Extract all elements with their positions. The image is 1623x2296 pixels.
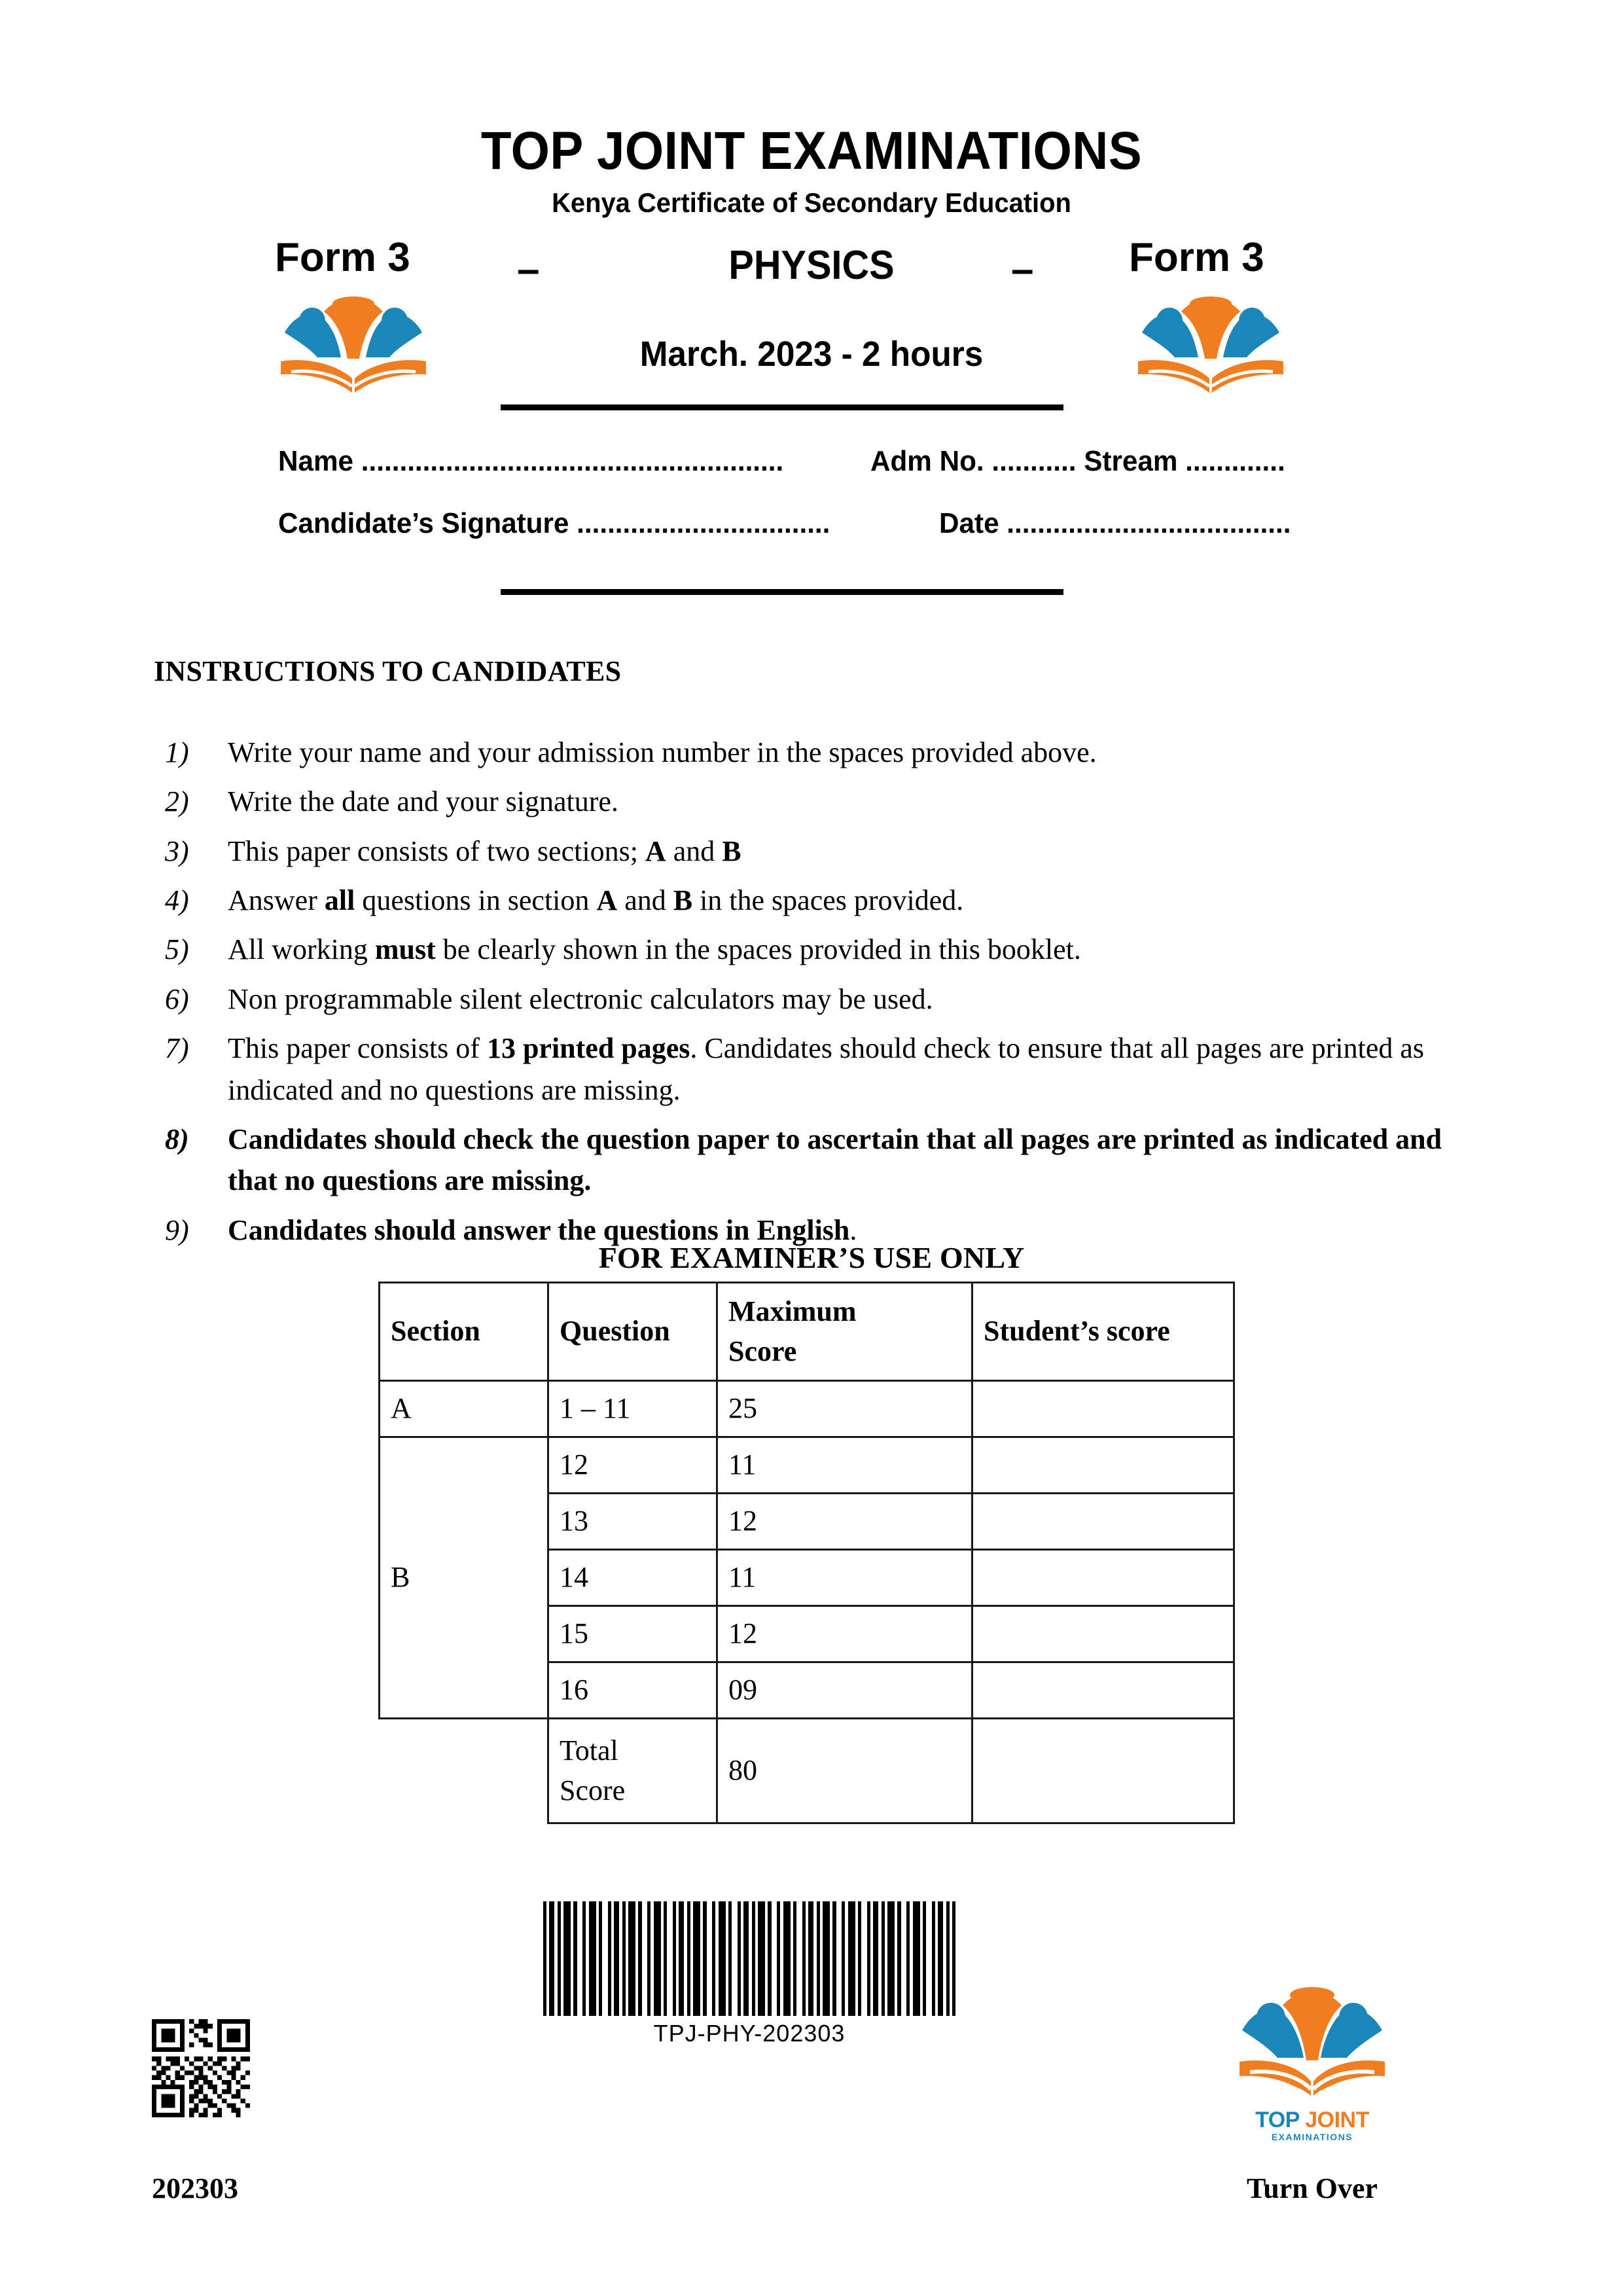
table-row-total	[380, 1719, 1234, 1823]
paper-date-duration: March. 2023 - 2 hours	[639, 334, 984, 374]
instruction-number: 3)	[165, 834, 189, 867]
barcode-image	[543, 1901, 955, 2016]
cell-total-student-score[interactable]	[972, 1719, 1234, 1823]
table-row	[380, 1381, 1234, 1437]
table-header-row	[380, 1283, 1234, 1381]
cell-question: 13	[548, 1494, 717, 1550]
cell-question: 15	[548, 1606, 717, 1662]
instruction-text: Candidates should answer the questions in English.	[228, 1213, 857, 1246]
subject-title: PHYSICS	[728, 243, 895, 288]
title-row	[0, 223, 1623, 419]
top-joint-logo-icon-right	[1135, 280, 1286, 395]
qr-code-block	[152, 2019, 250, 2117]
instruction-text: Write the date and your signature.	[228, 785, 618, 818]
dash-right: –	[1011, 247, 1034, 292]
cell-student-score[interactable]	[972, 1437, 1234, 1494]
cell-student-score[interactable]	[972, 1606, 1234, 1662]
instruction-text: Answer all questions in section A and B in the spaces provided.	[228, 884, 964, 917]
qr-code-icon	[152, 2019, 250, 2117]
exam-title: TOP JOINT EXAMINATIONS	[480, 121, 1143, 181]
cell-student-score[interactable]	[972, 1662, 1234, 1719]
col-header-maximum-score	[717, 1283, 972, 1381]
top-joint-logo-icon-footer	[1237, 1957, 1387, 2121]
cell-total-max-score: 80	[717, 1719, 972, 1823]
instruction-item	[165, 929, 1461, 970]
wordmark-mid: JOINT	[1305, 2108, 1369, 2132]
wordmark-sub: EXAMINATIONS	[1271, 2132, 1353, 2142]
instruction-item	[165, 831, 1461, 872]
instruction-text: This paper consists of 13 printed pages. Candidates should check to ensure that all pages are printed as indicated and no questions are missing.	[228, 1032, 1425, 1106]
cell-max-score: 12	[717, 1606, 972, 1662]
examiner-table-title: FOR EXAMINER’S USE ONLY	[598, 1241, 1025, 1274]
candidate-date-field[interactable]: Date .....................................	[939, 507, 1291, 539]
instruction-item	[165, 880, 1461, 921]
instruction-number: 7)	[165, 1032, 189, 1065]
instruction-item	[165, 1028, 1461, 1111]
examiner-score-table	[378, 1282, 1235, 1824]
page-header	[0, 0, 1623, 419]
total-label-line2: Score	[560, 1774, 626, 1806]
cell-student-score[interactable]	[972, 1381, 1234, 1437]
cell-max-score: 11	[717, 1550, 972, 1606]
candidate-adm-stream-field[interactable]: Adm No. ........... Stream .............	[870, 445, 1285, 477]
logo-wordmark	[1237, 2109, 1387, 2142]
cell-question: 16	[548, 1662, 717, 1719]
form-level-left: Form 3	[275, 235, 410, 280]
col-header-section: Section	[380, 1283, 548, 1381]
dash-left: –	[517, 247, 540, 292]
top-joint-logo-icon-left	[278, 280, 429, 395]
cell-student-score[interactable]	[972, 1494, 1234, 1550]
barcode-block	[543, 1901, 955, 2047]
candidate-name-field[interactable]: Name .......................................................	[278, 445, 784, 477]
instruction-item	[165, 781, 1461, 822]
cell-question: 12	[548, 1437, 717, 1494]
footer-turn-over: Turn Over	[1247, 2172, 1378, 2204]
barcode-caption: TPJ-PHY-202303	[653, 2020, 846, 2047]
cell-max-score: 12	[717, 1494, 972, 1550]
instructions-list	[165, 732, 1461, 1259]
form-level-right: Form 3	[1129, 235, 1264, 280]
wordmark-top: TOP	[1255, 2108, 1300, 2132]
max-score-line2: Score	[728, 1335, 797, 1367]
footer-paper-code: 202303	[152, 2172, 238, 2204]
col-header-question: Question	[548, 1283, 717, 1381]
instruction-text: Candidates should check the question paper to ascertain that all pages are printed as indicated and that no questions are missing.	[228, 1122, 1442, 1197]
cell-total-label	[548, 1719, 717, 1823]
cell-student-score[interactable]	[972, 1550, 1234, 1606]
instruction-item	[165, 978, 1461, 1020]
candidate-signature-field[interactable]: Candidate’s Signature .................................	[278, 507, 830, 539]
instructions-heading: INSTRUCTIONS TO CANDIDATES	[154, 655, 622, 687]
instruction-number: 8)	[165, 1122, 189, 1155]
instruction-item	[165, 732, 1461, 773]
instruction-number: 5)	[165, 933, 189, 966]
cell-question: 1 – 11	[548, 1381, 717, 1437]
instruction-number: 2)	[165, 785, 189, 818]
cell-total-spacer	[380, 1719, 548, 1823]
cell-max-score: 11	[717, 1437, 972, 1494]
total-label-line1: Total	[560, 1734, 618, 1767]
instruction-number: 9)	[165, 1213, 189, 1246]
instruction-text: Write your name and your admission number in the spaces provided above.	[228, 736, 1097, 768]
cell-max-score: 25	[717, 1381, 972, 1437]
header-divider-top	[501, 404, 1063, 410]
table-row	[380, 1437, 1234, 1494]
cell-section: A	[380, 1381, 548, 1437]
cell-question: 14	[548, 1550, 717, 1606]
instruction-number: 1)	[165, 736, 189, 768]
cell-max-score: 09	[717, 1662, 972, 1719]
examiner-table-wrapper	[378, 1282, 1233, 1824]
header-divider-bottom	[501, 589, 1063, 595]
instruction-item	[165, 1119, 1461, 1202]
col-header-student-score: Student’s score	[972, 1283, 1234, 1381]
instruction-text: Non programmable silent electronic calculators may be used.	[228, 982, 933, 1015]
instruction-text: All working must be clearly shown in the spaces provided in this booklet.	[228, 933, 1081, 966]
exam-subtitle: Kenya Certificate of Secondary Education	[552, 187, 1071, 218]
cell-section: B	[380, 1437, 548, 1719]
instruction-number: 4)	[165, 884, 189, 917]
max-score-line1: Maximum	[728, 1295, 857, 1327]
instruction-text: This paper consists of two sections; A and B	[228, 834, 741, 867]
instruction-number: 6)	[165, 982, 189, 1015]
